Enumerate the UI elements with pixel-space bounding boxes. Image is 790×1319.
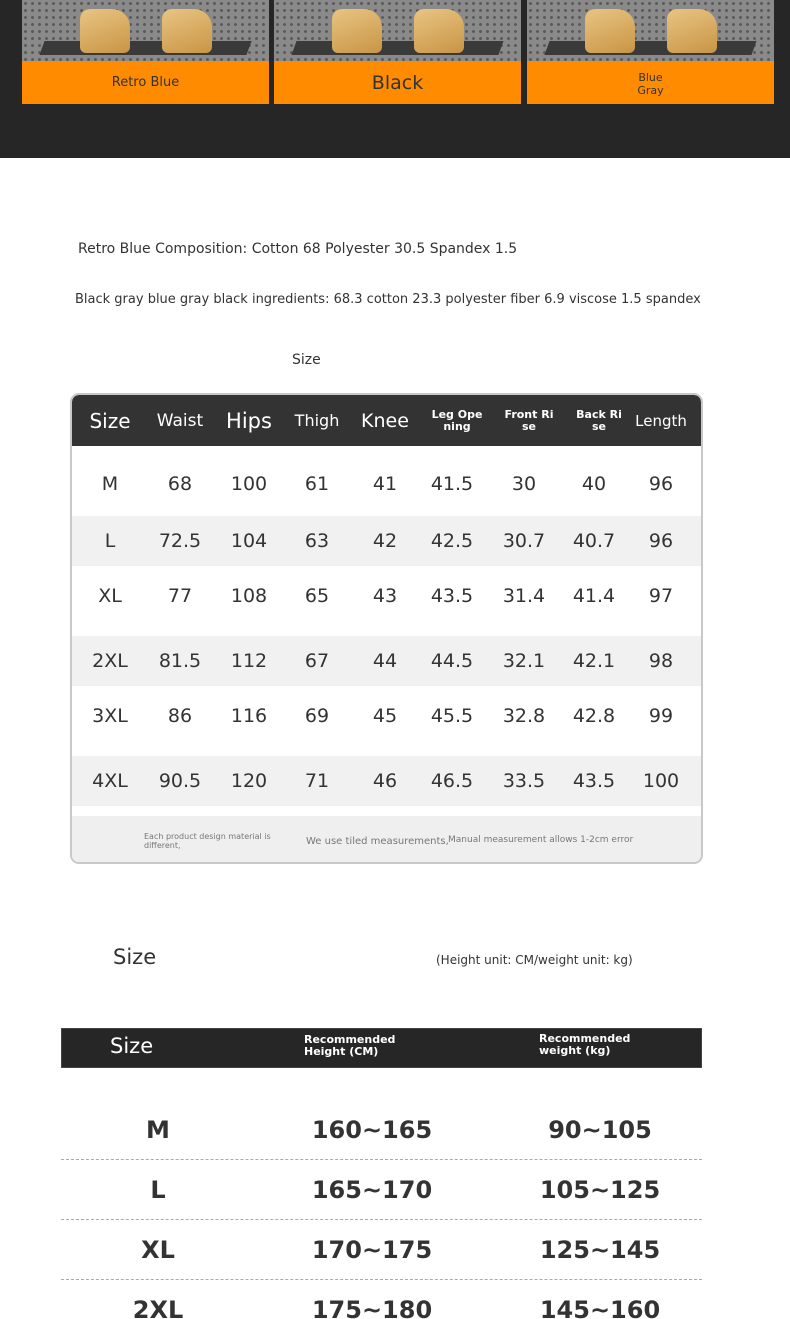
recommendation-title: Size (113, 945, 157, 969)
table-cell: 32.1 (502, 650, 546, 672)
table-cell: 31.4 (502, 585, 546, 607)
recommendation-row (61, 1160, 702, 1220)
table-cell: 42.1 (572, 650, 616, 672)
table-cell: 40 (581, 472, 607, 495)
boot-left (585, 9, 635, 53)
table-cell: XL (98, 585, 122, 607)
table-cell: 3XL (92, 705, 128, 727)
recommendation-cell: 170~175 (311, 1235, 433, 1264)
swatch-retro-blue[interactable] (22, 0, 269, 104)
table-cell: 42.8 (572, 705, 616, 727)
table-cell: 43 (372, 585, 398, 607)
table-cell: 46.5 (430, 770, 474, 792)
product-photo (22, 0, 269, 61)
column-header: Thigh (294, 411, 340, 430)
table-cell: 81.5 (158, 650, 202, 672)
table-row (72, 756, 701, 806)
shelf (291, 41, 503, 55)
recommendation-cell: 2XL (132, 1296, 184, 1319)
table-cell: 68 (167, 472, 193, 495)
size-chart-title: Size (292, 352, 321, 368)
column-header: Back Ri se (576, 407, 622, 433)
table-cell: M (101, 472, 119, 495)
recommendation-cell: 165~170 (311, 1175, 433, 1204)
shelf (39, 41, 251, 55)
table-cell: 72.5 (158, 530, 202, 552)
recommendation-cell: 145~160 (539, 1296, 661, 1319)
table-cell: 116 (230, 705, 268, 727)
column-header: Size (89, 408, 131, 433)
table-cell: 44 (372, 650, 398, 672)
recommendation-header (61, 1028, 702, 1068)
column-header: Leg Ope ning (431, 407, 483, 433)
recommendation-cell: 105~125 (539, 1175, 661, 1204)
boot-right (162, 9, 212, 53)
table-cell: 63 (304, 530, 330, 552)
header-weight: Recommended weight (kg) (539, 1032, 631, 1057)
recommendation-cell: 125~145 (539, 1235, 661, 1264)
boot-left (332, 9, 382, 53)
color-banner (0, 0, 790, 158)
boot-right (414, 9, 464, 53)
table-cell: 4XL (92, 770, 128, 792)
recommendation-cell: 175~180 (311, 1296, 433, 1319)
note-measurement-error: Manual measurement allows 1-2cm error (448, 835, 634, 845)
table-cell: 112 (230, 650, 268, 672)
table-cell: 104 (230, 530, 268, 552)
shelf (544, 41, 756, 55)
table-cell: 96 (648, 472, 674, 495)
table-cell: 42 (372, 530, 398, 552)
table-cell: 98 (648, 650, 674, 672)
table-cell: 99 (648, 705, 674, 727)
table-cell: 43.5 (430, 585, 474, 607)
recommendation-cell: L (150, 1175, 166, 1204)
note-design-material: Each product design material is different, (144, 832, 271, 850)
table-cell: 43.5 (572, 770, 616, 792)
table-row (72, 566, 701, 626)
table-cell: 41.4 (572, 585, 616, 607)
table-cell: 100 (230, 472, 268, 495)
recommendation-cell: 90~105 (548, 1115, 652, 1144)
swatch-label: Black (274, 61, 521, 104)
table-cell: 71 (304, 770, 330, 792)
table-cell: 45.5 (430, 705, 474, 727)
recommendation-row (61, 1100, 702, 1160)
column-header: Hips (226, 408, 272, 433)
table-cell: 100 (642, 770, 680, 792)
table-cell: 69 (304, 705, 330, 727)
boot-left (80, 9, 130, 53)
recommendation-row (61, 1280, 702, 1319)
table-cell: 90.5 (158, 770, 202, 792)
table-cell: 86 (167, 705, 193, 727)
product-photo (527, 0, 774, 61)
product-photo (274, 0, 521, 61)
table-cell: 30 (511, 472, 537, 495)
table-cell: 30.7 (502, 530, 546, 552)
table-cell: 45 (372, 705, 398, 727)
recommendation-cell: M (146, 1115, 170, 1144)
table-cell: 32.8 (502, 705, 546, 727)
table-cell: 120 (230, 770, 268, 792)
table-cell: 46 (372, 770, 398, 792)
unit-note: (Height unit: CM/weight unit: kg) (436, 953, 633, 967)
composition-black-gray: Black gray blue gray black ingredients: 68.3 cotton 23.3 polyester fiber 6.9 viscose 1.5 spandex (75, 292, 701, 307)
table-cell: 2XL (92, 650, 128, 672)
table-cell: 108 (230, 585, 268, 607)
table-cell: L (104, 530, 116, 552)
recommendation-row (61, 1220, 702, 1280)
boot-right (667, 9, 717, 53)
table-cell: 42.5 (430, 530, 474, 552)
size-chart-notes (72, 816, 701, 864)
swatch-black[interactable] (274, 0, 521, 104)
column-header: Waist (156, 410, 204, 431)
recommendation-cell: XL (141, 1235, 175, 1264)
table-cell: 40.7 (572, 530, 616, 552)
size-chart-table (70, 393, 703, 864)
table-row (72, 451, 701, 516)
table-cell: 65 (304, 585, 330, 607)
column-header: Knee (361, 409, 409, 432)
table-row (72, 686, 701, 746)
table-cell: 61 (304, 472, 330, 495)
recommendation-cell: 160~165 (311, 1115, 433, 1144)
column-header: Front Ri se (504, 407, 554, 433)
table-cell: 67 (304, 650, 330, 672)
header-size: Size (110, 1034, 154, 1058)
swatch-label: Retro Blue (22, 61, 269, 104)
table-cell: 41 (372, 472, 398, 495)
swatch-label: Blue Gray (527, 61, 774, 104)
table-cell: 77 (167, 585, 193, 607)
table-row (72, 636, 701, 686)
table-row (72, 516, 701, 566)
size-chart-header (72, 395, 701, 446)
header-height: Recommended Height (CM) (304, 1033, 396, 1058)
table-cell: 97 (648, 585, 674, 607)
table-cell: 96 (648, 530, 674, 552)
composition-retro-blue: Retro Blue Composition: Cotton 68 Polyester 30.5 Spandex 1.5 (78, 241, 518, 257)
table-cell: 33.5 (502, 770, 546, 792)
note-tiled-measurements: We use tiled measurements, (306, 836, 449, 847)
swatch-blue-gray[interactable] (527, 0, 774, 104)
table-cell: 44.5 (430, 650, 474, 672)
table-cell: 41.5 (430, 472, 474, 495)
column-header: Length (635, 411, 687, 430)
